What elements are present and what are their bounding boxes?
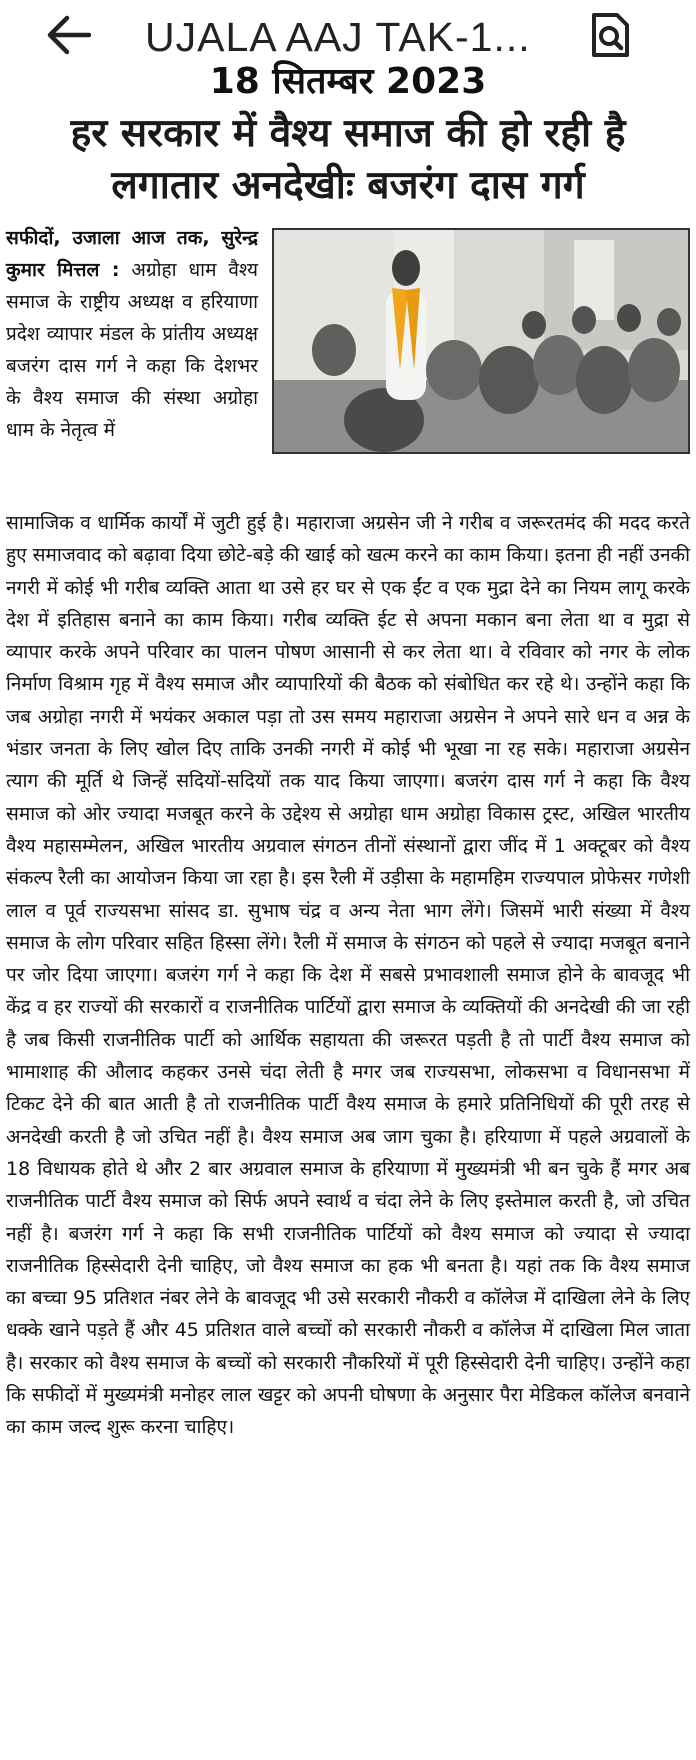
article-body: सामाजिक व धार्मिक कार्यों में जुटी हुई है। महाराजा अग्रसेन जी ने गरीब व जरूरतमंद की मदद करते हुए समाजवाद को बढ़ावा दिया छोटे-बड़े की खाई को खत्म करने का काम किया। इतना ही नहीं उनकी नगरी में कोई भी गरीब व्यक्ति आता था उसे हर घर से एक ईंट व एक मुद्रा देने का नियम लागू करके देश में इतिहास बनाने का काम किया। गरीब व्यक्ति ईट से अपना मकान बना लेता था व मुद्रा से व्यापार करके अपने परिवार का पालन पोषण आसानी से कर लेता था। वे रविवार को नगर के लोक निर्माण विश्राम गृह में वैश्य समाज और व्यापारियों की बैठक को संबोधित कर रहे थे। उन्होंने कहा कि जब अग्रोहा नगरी में भयंकर अकाल पड़ा तो उस समय महाराजा अग्रसेन ने अपने सारे धन व अन्न के भंडार जनता के लिए खोल दिए ताकि उनकी नगरी में कोई भी भूखा ना रह सके। महाराजा अग्रसेन त्याग की मूर्ति थे जिन्हें सदियों-सदियों तक याद किया जाएगा। बजरंग दास गर्ग ने कहा कि वैश्य समाज को ओर ज्यादा मजबूत करने के उद्देश्य से अग्रोहा धाम अग्रोहा विकास ट्रस्ट, अखिल भारतीय वैश्य महासम्मेलन, अखिल भारतीय अग्रवाल संगठन तीनों संस्थानों द्वारा जींद में 1 अक्टूबर को वैश्य संकल्प रैली का आयोजन किया जा रहा है। इस रैली में उड़ीसा के महामहिम राज्यपाल प्रोफेसर गणेशी लाल व पूर्व राज्यसभा सांसद डा. सुभाष चंद्र व अन्य नेता भाग लेंगे। जिसमें भारी संख्या में वैश्य समाज के लोग परिवार सहित हिस्सा लेंगे। रैली में समाज के संगठन को पहले से ज्यादा मजबूत बनाने पर जोर दिया जाएगा। बजरंग गर्ग ने कहा कि देश में सबसे प्रभावशाली समाज होने के बावजूद भी केंद्र व हर राज्यों की सरकारों व राजनीतिक पार्टियों द्वारा समाज के व्यक्तियों की अनदेखी की जा रही है जब किसी राजनीतिक पार्टी को आर्थिक सहायता की जरूरत पड़ती है तो पार्टी वैश्य समाज को भामाशाह की औलाद कहकर उनसे चंदा लेती है मगर जब राज्यसभा, लोकसभा व विधानसभा में टिकट देने की बात आती है तो राजनीतिक पार्टी वैश्य समाज के हमारे प्रतिनिधियों की पूरी तरह से अनदेखी करती है जो उचित नहीं है। वैश्य समाज अब जाग चुका है। हरियाणा में पहले अग्रवालों के 18 विधायक होते थे और 2 बार अग्रवाल समाज के हरियाणा में मुख्यमंत्री भी बन चुके हैं मगर अब राजनीतिक पार्टी वैश्य समाज को सिर्फ अपने स्वार्थ व चंदा लेने के लिए इस्तेमाल करती है, जो उचित नहीं है। बजरंग गर्ग ने कहा कि सभी राजनीतिक पार्टियों को वैश्य समाज को ज्यादा से ज्यादा राजनीतिक हिस्सेदारी देनी चाहिए, जो वैश्य समाज का हक भी बनता है। यहां तक कि वैश्य समाज का बच्चा 95 प्रतिशत नंबर लेने के बावजूद भी उसे सरकारी नौकरी व कॉलेज में दाखिला लेने के लिए धक्के खाने पड़ते हैं और 45 प्रतिशत वाले बच्चों को सरकारी नौकरी व कॉलेज में दाखिला मिल जाता है। सरकार को वैश्य समाज के बच्चों को सरकारी नौकरियों में पूरी हिस्सेदारी देनी चाहिए। उन्होंने कहा कि सफीदों में मुख्यमंत्री मनोहर लाल खट्टर को अपनी घोषणा के अनुसार पैरा मेडिकल कॉलेज बनवाने का काम जल्द शुरू करना चाहिए। xyxy=(6,512,690,1439)
intro-text: अग्रोहा धाम वैश्य समाज के राष्ट्रीय अध्यक्ष व हरियाणा प्रदेश व्यापार मंडल के प्रांतीय अध्यक्ष बजरंग दास गर्ग ने कहा कि देशभर के वैश्य समाज की संस्था अग्रोहा धाम के नेतृत्व में xyxy=(6,259,258,441)
article-photo xyxy=(272,228,690,454)
document-search-icon xyxy=(590,11,630,63)
article-headline: हर सरकार में वैश्य समाज की हो रही है लगातार अनदेखीः बजरंग दास गर्ग xyxy=(70,111,626,208)
article-dateline: सफीदों, उजाला आज तक, सुरेन्द्र कुमार मित्तल : xyxy=(6,227,258,281)
publication-date: 18 सितम्बर 2023 xyxy=(209,61,487,102)
article-intro xyxy=(6,222,258,446)
arrow-left-icon xyxy=(45,15,91,59)
search-in-document-button[interactable] xyxy=(580,8,640,66)
back-button[interactable] xyxy=(38,10,98,64)
document-title: UJALA AAJ TAK-1... xyxy=(145,14,531,60)
